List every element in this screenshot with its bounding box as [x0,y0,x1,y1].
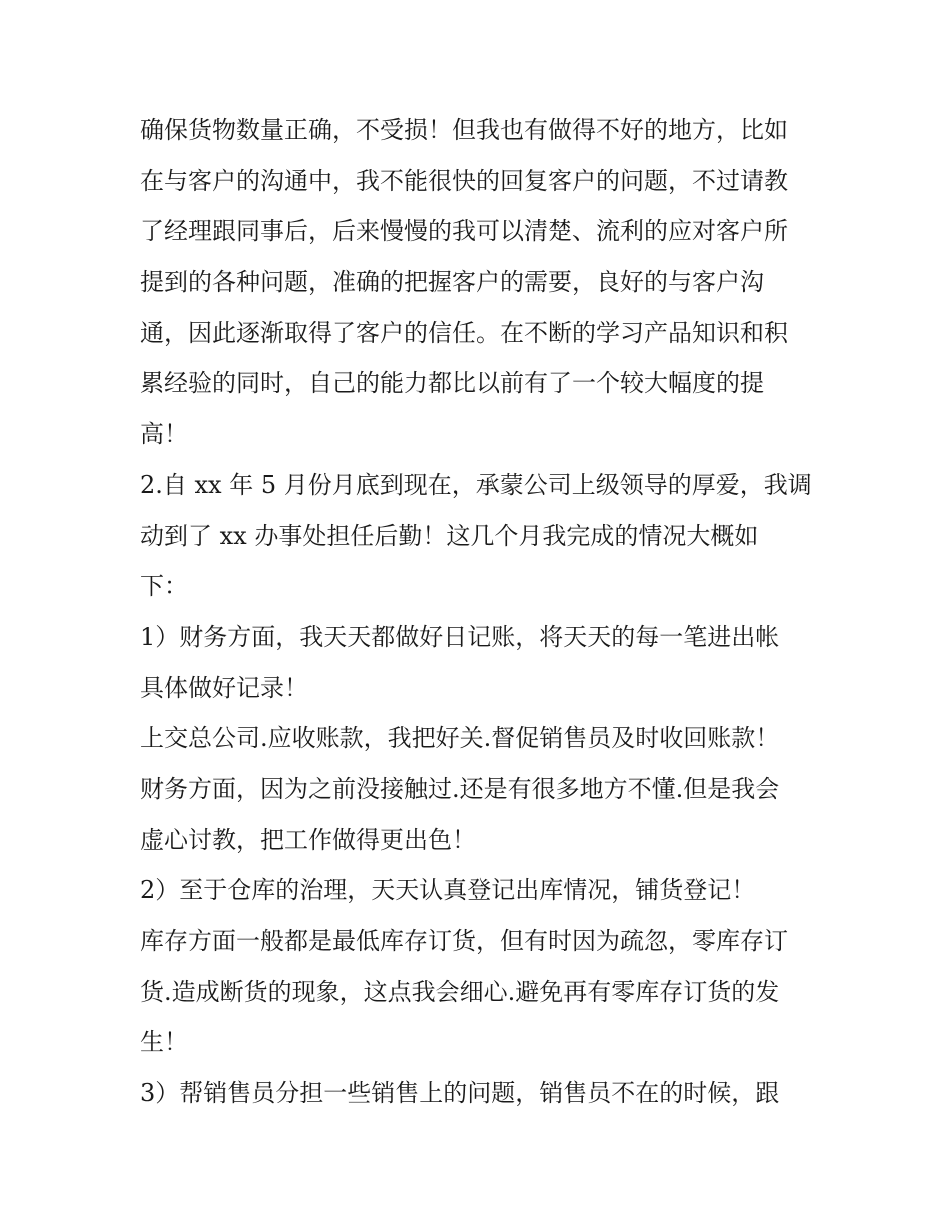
text-line: 虚心讨教，把工作做得更出色！ [140,825,476,854]
text-line: 3）帮销售员分担一些销售上的问题，销售员不在的时候，跟 [140,1079,780,1108]
text-line: 动到了 xx 办事处担任后勤！这几个月我完成的情况大概如 [140,521,759,550]
text-line: 累经验的同时，自己的能力都比以前有了一个较大幅度的提 [140,369,764,398]
text-line: 提到的各种问题，准确的把握客户的需要，良好的与客户沟 [140,268,764,297]
text-line: 下： [140,572,188,601]
text-line: 在与客户的沟通中，我不能很快的回复客户的问题，不过请教 [140,166,788,195]
text-line: 财务方面，因为之前没接触过.还是有很多地方不懂.但是我会 [140,774,780,803]
text-line: 2）至于仓库的治理，天天认真登记出库情况，铺货登记！ [140,876,756,905]
text-line: 了经理跟同事后，后来慢慢的我可以清楚、流利的应对客户所 [140,217,788,246]
text-line: 货.造成断货的现象，这点我会细心.避免再有零库存订货的发 [140,977,780,1006]
text-line: 生！ [140,1028,188,1057]
text-line: 上交总公司.应收账款，我把好关.督促销售员及时收回账款！ [140,724,780,753]
text-line: 1）财务方面，我天天都做好日记账，将天天的每一笔进出帐 [140,622,780,651]
text-line: 2.自 xx 年 5 月份月底到现在，承蒙公司上级领导的厚爱，我调 [140,470,812,499]
text-line: 确保货物数量正确，不受损！但我也有做得不好的地方，比如 [140,116,788,144]
text-line: 具体做好记录！ [140,673,308,702]
text-line: 高！ [140,420,188,449]
document-page [140,105,820,1119]
text-line: 库存方面一般都是最低库存订货，但有时因为疏忽，零库存订 [140,927,788,955]
text-line: 通，因此逐渐取得了客户的信任。在不断的学习产品知识和积 [140,318,788,347]
